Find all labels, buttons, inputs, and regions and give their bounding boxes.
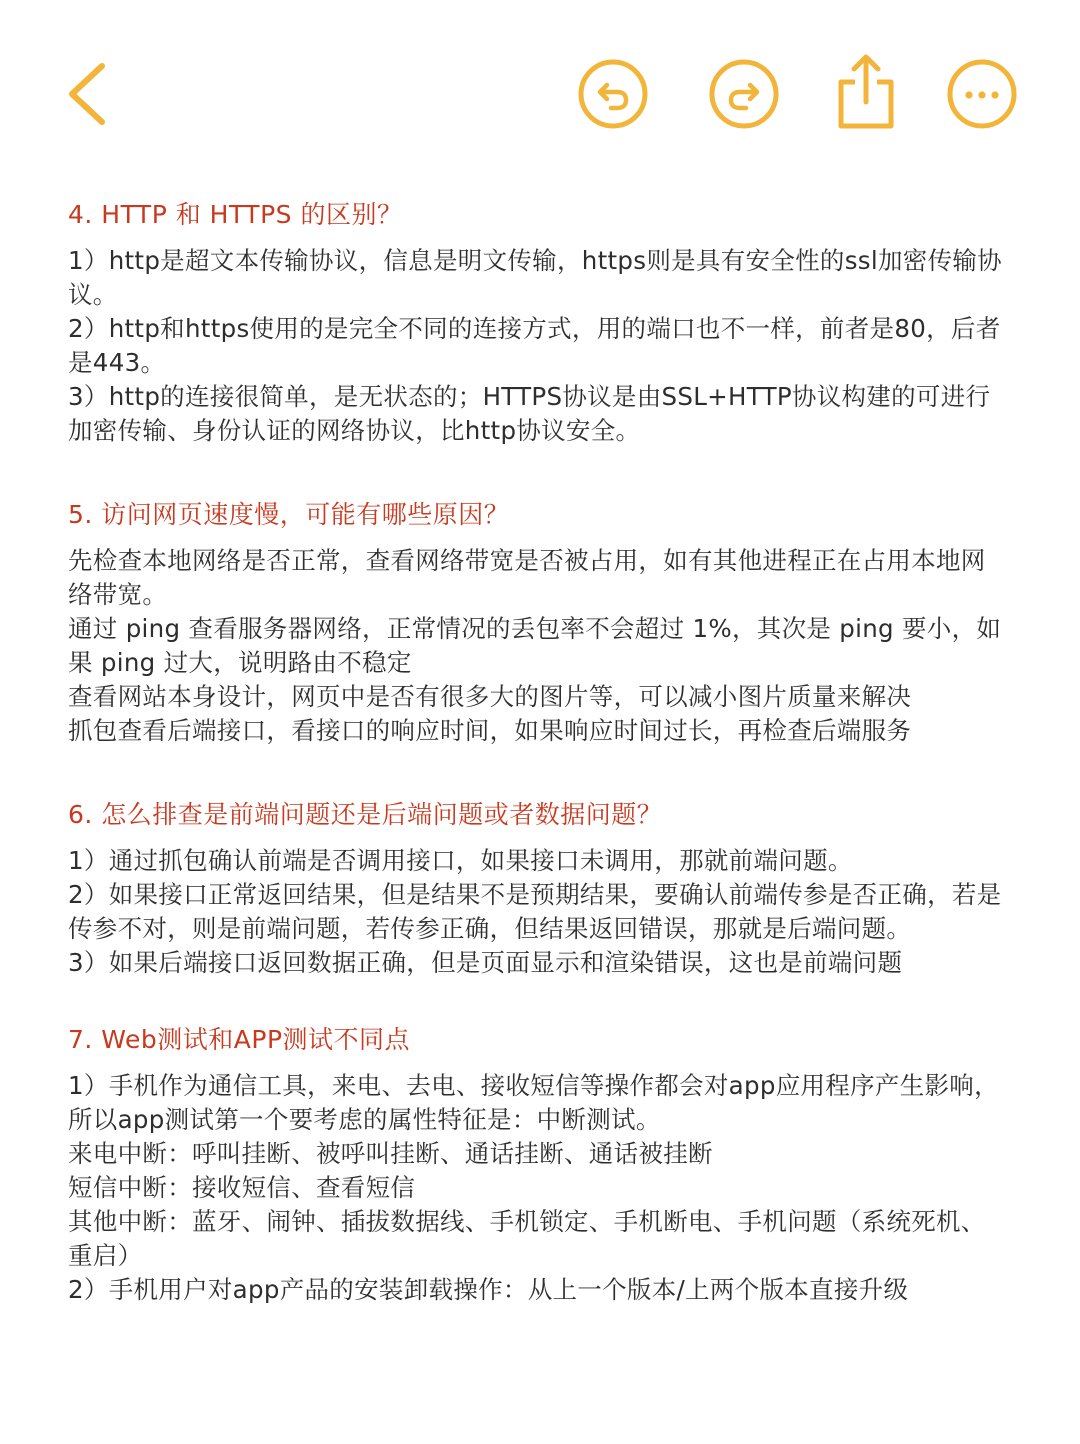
paragraph: 1）http是超文本传输协议，信息是明文传输，https则是具有安全性的ssl加密传输协议。: [68, 246, 1002, 309]
more-icon: [946, 58, 1018, 130]
section-web-vs-app: [68, 1023, 1008, 1307]
section-title: 4. HTTP 和 HTTPS 的区别？: [68, 200, 403, 229]
paragraph: 1）手机作为通信工具，来电、去电、接收短信等操作都会对app应用程序产生影响，所以app测试第一个要考虑的属性特征是：中断测试。: [68, 1071, 999, 1134]
undo-icon: [577, 58, 649, 130]
section-title: 7. Web测试和APP测试不同点: [68, 1025, 411, 1054]
section-frontend-backend: [68, 798, 1008, 980]
redo-button[interactable]: [708, 58, 780, 130]
section-title: 5. 访问网页速度慢，可能有哪些原因？: [68, 500, 510, 529]
paragraph: 查看网站本身设计，网页中是否有很多大的图片等，可以减小图片质量来解决: [68, 682, 912, 711]
more-button[interactable]: [946, 58, 1018, 130]
paragraph: 3）如果后端接口返回数据正确，但是页面显示和渲染错误，这也是前端问题: [68, 948, 903, 977]
paragraph: 1）通过抓包确认前端是否调用接口，如果接口未调用，那就前端问题。: [68, 846, 853, 875]
paragraph: 2）手机用户对app产品的安装卸载操作：从上一个版本/上两个版本直接升级: [68, 1275, 909, 1304]
chevron-left-icon: [62, 58, 118, 130]
paragraph: 2）http和https使用的是完全不同的连接方式，用的端口也不一样，前者是80，后者是443。: [68, 314, 1001, 377]
section-http-vs-https: [68, 198, 1008, 448]
undo-button[interactable]: [577, 58, 649, 130]
paragraph: 2）如果接口正常返回结果，但是结果不是预期结果，要确认前端传参是否正确，若是传参不对，则是前端问题，若传参正确，但结果返回错误，那就是后端问题。: [68, 880, 1002, 943]
note-content: [68, 198, 1008, 1307]
share-icon: [833, 52, 899, 132]
paragraph: 来电中断：呼叫挂断、被呼叫挂断、通话挂断、通话被挂断: [68, 1139, 713, 1168]
section-title: 6. 怎么排查是前端问题还是后端问题或者数据问题？: [68, 800, 663, 829]
section-slow-page: [68, 498, 1008, 748]
top-toolbar: [0, 0, 1080, 180]
share-button[interactable]: [833, 52, 899, 132]
back-button[interactable]: [62, 58, 118, 130]
paragraph: 抓包查看后端接口，看接口的响应时间，如果响应时间过长，再检查后端服务: [68, 716, 912, 745]
paragraph: 短信中断：接收短信、查看短信: [68, 1173, 416, 1202]
paragraph: 先检查本地网络是否正常，查看网络带宽是否被占用，如有其他进程正在占用本地网络带宽。: [68, 546, 986, 609]
paragraph: 通过 ping 查看服务器网络，正常情况的丢包率不会超过 1%，其次是 ping 要小，如果 ping 过大，说明路由不稳定: [68, 614, 1002, 677]
paragraph: 其他中断：蓝牙、闹钟、插拔数据线、手机锁定、手机断电、手机问题（系统死机、重启）: [68, 1207, 986, 1270]
paragraph: 3）http的连接很简单，是无状态的；HTTPS协议是由SSL+HTTP协议构建的可进行加密传输、身份认证的网络协议，比http协议安全。: [68, 382, 991, 445]
redo-icon: [708, 58, 780, 130]
